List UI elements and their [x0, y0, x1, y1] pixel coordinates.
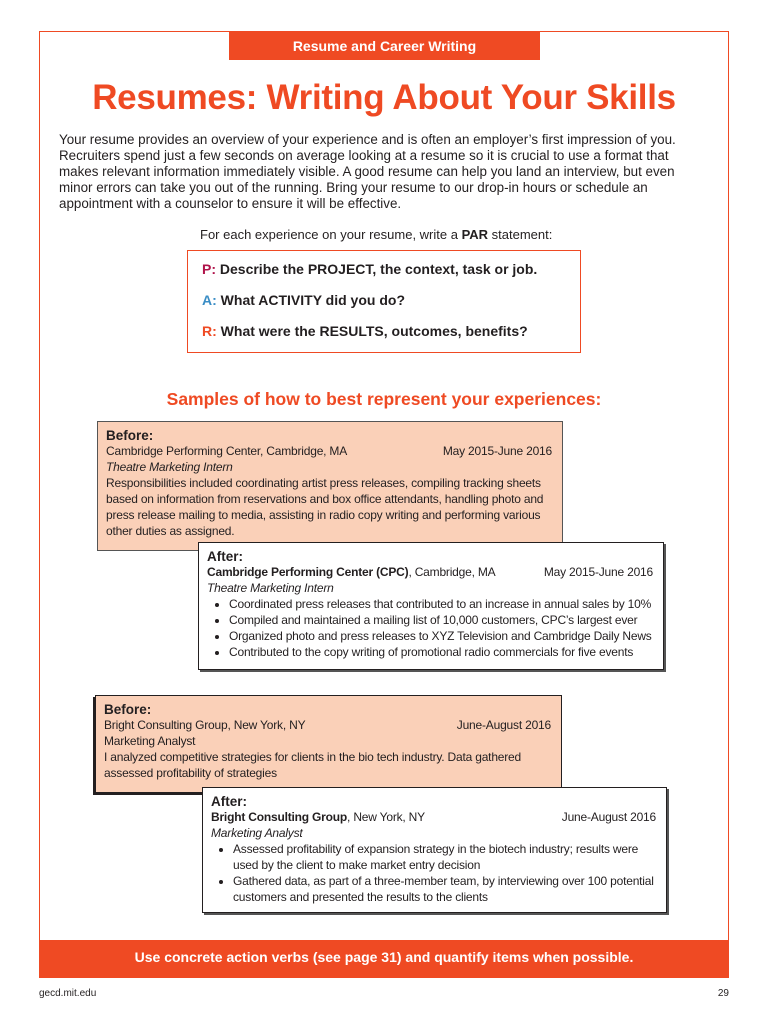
par-lead-end: statement: — [488, 227, 553, 242]
intro-paragraph: Your resume provides an overview of your experience and is often an employer’s first impression of you. Recruiters spend just a few seconds on average looking at a resume so it is crucial to use a format that makes relevant information immediately visible. A good resume can help you land an interview, but even minor errors can take you out of the running. Bring your resume to our drop-in hours or schedule an appointment with a counselor to ensure it will be effective. — [59, 132, 676, 211]
before-dates: June-August 2016 — [456, 718, 551, 732]
after-org-location: , New York, NY — [347, 810, 425, 824]
example1-after-box — [198, 542, 664, 670]
page-title: Resumes: Writing About Your Skills — [92, 78, 676, 117]
par-row-results — [202, 323, 528, 339]
after-org — [211, 809, 425, 825]
before-desc: Responsibilities included coordinating artist press releases, compiling tracking sheets based on information from reservations and box office attendants, handling photo and press release mailing to media, assisting in radio copy writing and performing various other duties as assigned. — [106, 476, 544, 538]
section-banner: Resume and Career Writing — [229, 32, 540, 60]
after-dates: June-August 2016 — [561, 810, 656, 824]
before-desc: I analyzed competitive strategies for clients in the bio tech industry. Data gathered assessed profitability of strategies — [104, 750, 522, 780]
example2-before-box — [95, 695, 562, 793]
after-bullets — [207, 596, 653, 660]
before-label: Before: — [106, 428, 154, 443]
before-role: Theatre Marketing Intern — [106, 460, 233, 474]
after-org-name: Bright Consulting Group — [211, 810, 348, 824]
before-dates: May 2015-June 2016 — [442, 444, 552, 458]
par-key: A: — [202, 292, 217, 308]
after-bullets — [211, 841, 656, 905]
before-org-row — [104, 717, 551, 733]
bullet-item: • Contributed to the copy writing of promotional radio commercials for five events — [229, 644, 653, 660]
par-row-activity — [202, 292, 405, 308]
after-org-location: , Cambridge, MA — [408, 565, 496, 579]
after-org-row — [211, 809, 656, 825]
after-role: Theatre Marketing Intern — [207, 581, 334, 595]
samples-heading: Samples of how to best represent your experiences: — [166, 389, 602, 409]
par-lead — [200, 227, 552, 242]
bullet-item: • Organized photo and press releases to XYZ Television and Cambridge Daily News — [229, 628, 653, 644]
par-key: R: — [202, 323, 217, 339]
bullet-item: • Coordinated press releases that contributed to an increase in annual sales by 10% — [229, 596, 653, 612]
after-label: After: — [207, 549, 243, 564]
after-org — [207, 564, 495, 580]
par-text: Describe the PROJECT, the context, task or job. — [219, 261, 538, 277]
after-role: Marketing Analyst — [211, 826, 303, 840]
after-org-row — [207, 564, 653, 580]
par-box — [187, 250, 581, 353]
before-label: Before: — [104, 702, 152, 717]
par-lead-text: For each experience on your resume, write a — [200, 227, 462, 242]
par-key: P: — [202, 261, 216, 277]
after-label: After: — [211, 794, 247, 809]
before-org: Bright Consulting Group, New York, NY — [104, 718, 306, 732]
after-org-name: Cambridge Performing Center (CPC) — [207, 565, 409, 579]
bullet-item: • Compiled and maintained a mailing list of 10,000 customers, CPC’s largest ever — [229, 612, 653, 628]
page-number: 29 — [717, 988, 729, 999]
example2-after-box — [202, 787, 667, 913]
tip-banner: Use concrete action verbs (see page 31) and quantify items when possible. — [39, 940, 729, 978]
before-org-row — [106, 443, 552, 459]
par-text: What were the RESULTS, outcomes, benefits? — [220, 323, 528, 339]
par-row-project — [202, 261, 537, 277]
bullet-item: • Gathered data, as part of a three-member team, by interviewing over 100 potential customers and presented the results to the clients — [233, 873, 656, 905]
before-org: Cambridge Performing Center, Cambridge, MA — [106, 444, 348, 458]
before-role: Marketing Analyst — [104, 734, 196, 748]
after-dates: May 2015-June 2016 — [543, 565, 653, 579]
footer-url[interactable]: gecd.mit.edu — [39, 988, 97, 999]
example1-before-box — [97, 421, 563, 551]
par-text: What ACTIVITY did you do? — [220, 292, 405, 308]
par-lead-bold: PAR — [461, 227, 489, 242]
bullet-item: • Assessed profitability of expansion strategy in the biotech industry; results were used by the client to make market entry decision — [233, 841, 656, 873]
